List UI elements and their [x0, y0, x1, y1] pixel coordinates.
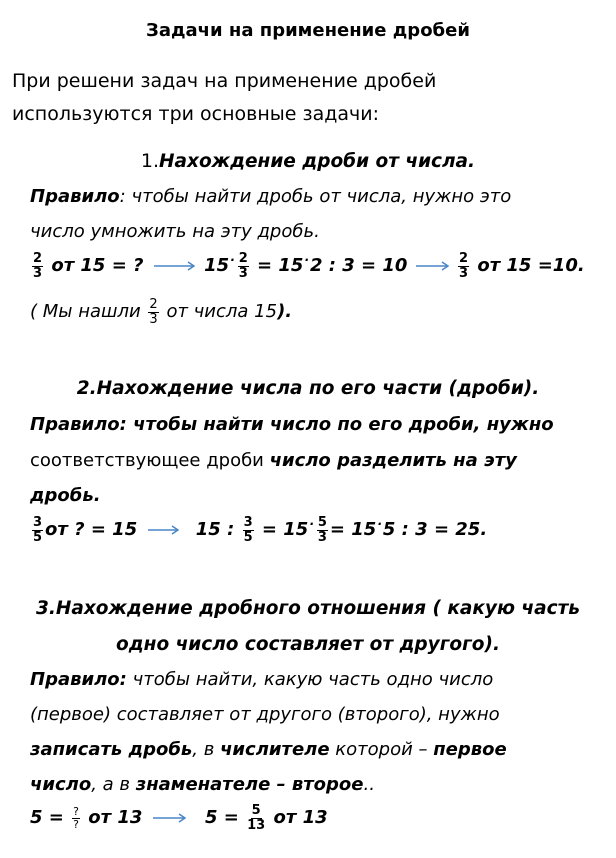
rule-text: , а в [91, 774, 136, 795]
fraction: $\frac{2}{3}$ [459, 251, 469, 281]
arrow-right-icon [153, 261, 195, 271]
section2-rule-line-2 [30, 452, 517, 470]
rule-text-bold: записать дробь [30, 739, 193, 760]
section1-heading-number: 1. [140, 150, 160, 172]
eq-text: от 15 =10. [477, 255, 585, 277]
note-text: ( Мы нашли [30, 301, 141, 323]
section1-heading-text: Нахождение дроби от числа. [159, 151, 476, 172]
rule-text: которой – [329, 739, 434, 760]
eq-text: от ? = 15 [45, 519, 138, 541]
intro-line-1: При решени задач на применение дробей [12, 70, 437, 92]
eq-text: 5 = [204, 807, 239, 829]
rule-text-bold: знаменателе – второе [135, 774, 364, 795]
section3-heading-line-2: одно число составляет от другого). [116, 634, 500, 655]
fraction: $\frac{3}{5}$ [33, 515, 43, 545]
multiply-dot: · [309, 517, 314, 532]
note-text: от числа 15 [166, 301, 278, 323]
arrow-right-icon [152, 813, 186, 823]
eq-text: от 15 = ? [51, 255, 144, 277]
section3-rule-line-2: (первое) составляет от другого (второго), нужно [30, 704, 500, 725]
eq-text: = 15 [257, 255, 304, 277]
multiply-dot: · [230, 253, 235, 268]
note-text: ). [277, 301, 293, 323]
section1-rule-line-1 [30, 188, 511, 206]
eq-text: от 13 [88, 807, 143, 829]
multiply-dot: · [304, 253, 309, 268]
rule-text-bold: числителе [220, 739, 330, 760]
fraction: ? ? [73, 805, 79, 831]
section3-rule-line-3 [30, 741, 507, 759]
section1-note [30, 298, 292, 326]
fraction: $\frac{2}{3}$ [149, 297, 158, 327]
section3-equation [30, 804, 328, 832]
rule-text: соответствующее дроби [30, 450, 270, 471]
arrow-right-icon [415, 261, 449, 271]
fraction: $\frac{5}{13}$ [247, 803, 266, 833]
eq-text: = 15 [261, 519, 309, 541]
section1-heading [0, 152, 616, 172]
intro-line-2: используются три основные задачи: [12, 103, 379, 125]
eq-text: 2 : 3 = 10 [309, 255, 408, 277]
multiply-dot: · [377, 517, 382, 532]
rule-text-bold: число [30, 774, 92, 795]
section2-equation [30, 516, 487, 544]
rule-text: .. [363, 774, 375, 795]
section3-rule-line-4 [30, 776, 375, 794]
section1-rule-label: Правило [30, 186, 120, 207]
section3-heading-line-1: 3.Нахождение дробного отношения ( какую часть [36, 598, 580, 619]
section2-rule-line-3: дробь. [30, 485, 101, 506]
eq-text: 5 : 3 = 25. [382, 519, 488, 541]
arrow-right-icon [147, 525, 179, 535]
page-title: Задачи на применение дробей [146, 20, 470, 41]
rule-text: чтобы найти, какую часть одно число [126, 669, 494, 690]
section3-rule-line-1 [30, 671, 493, 689]
eq-text: 15 [204, 255, 230, 277]
fraction: $\frac{2}{3}$ [33, 251, 43, 281]
rule-text-bold: первое [433, 739, 507, 760]
section1-rule-text-1: : чтобы найти дробь от числа, нужно это [119, 186, 512, 207]
fraction: $\frac{3}{5}$ [243, 515, 253, 545]
eq-text: 15 : [195, 519, 235, 541]
rule-text-bold: число разделить на эту [269, 450, 517, 471]
rule-text: , в [192, 739, 221, 760]
fraction: $\frac{5}{3}$ [317, 515, 327, 545]
section1-rule-line-2: число умножить на эту дробь. [30, 221, 320, 242]
section3-rule-label: Правило: [30, 669, 127, 690]
eq-text: 5 = [30, 807, 64, 829]
eq-text: от 13 [273, 807, 328, 829]
fraction: $\frac{2}{3}$ [238, 251, 248, 281]
section2-rule-line-1: Правило: чтобы найти число по его дроби, нужно [30, 414, 554, 435]
section1-equation [30, 252, 585, 280]
eq-text: = 15 [329, 519, 377, 541]
section2-heading: 2.Нахождение числа по его части (дроби). [76, 378, 540, 399]
